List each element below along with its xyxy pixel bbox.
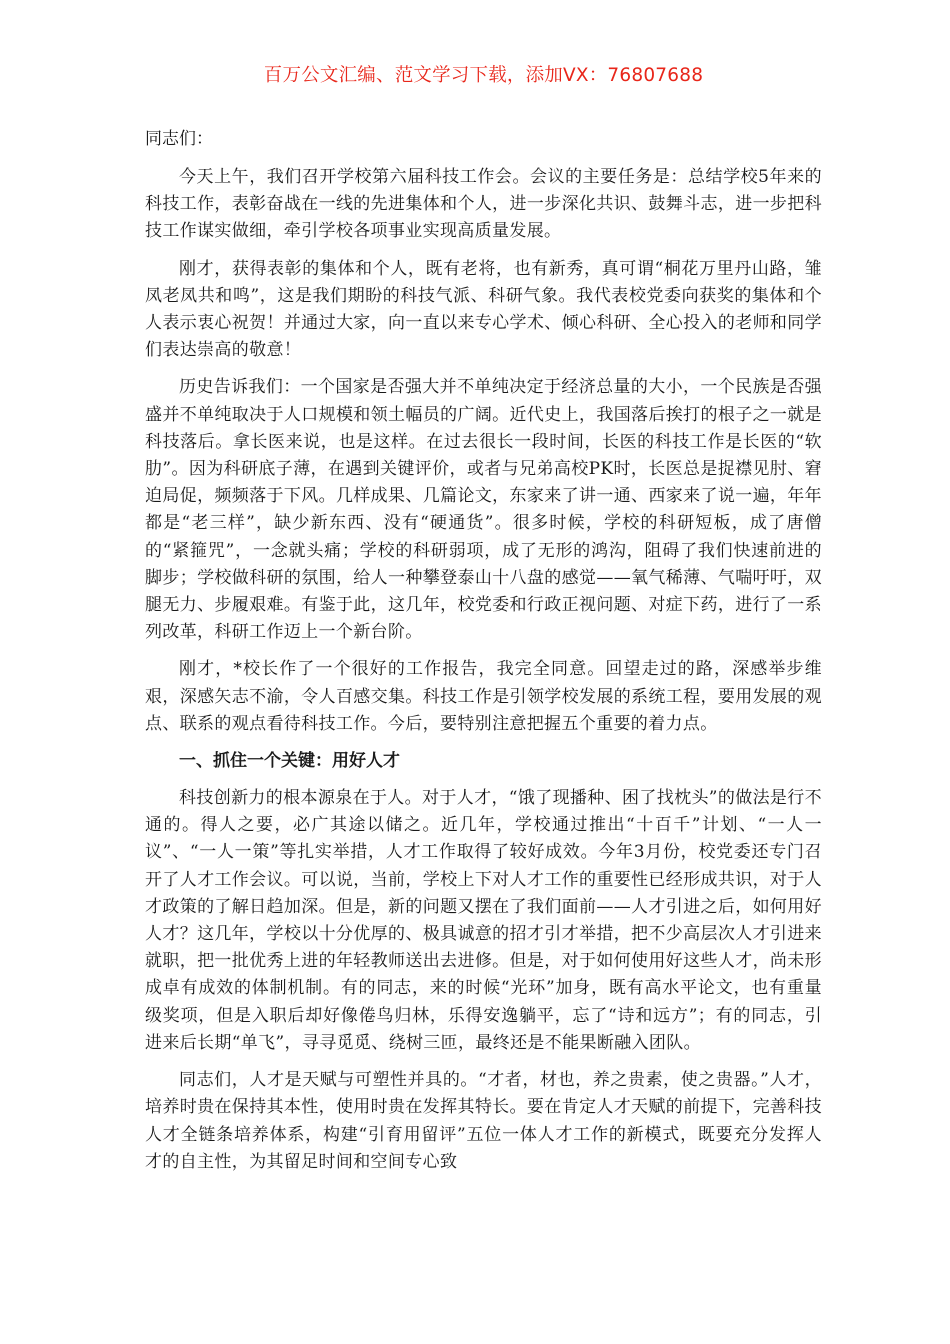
paragraph-report: 刚才，*校长作了一个很好的工作报告，我完全同意。回望走过的路，深感举步维艰，深感矢志不渝，令人百感交集。科技工作是引领学校发展的系统工程，要用发展的观点、联系的观点看待科技工作。今后，要特别注意把握五个重要的着力点。 (145, 659, 822, 734)
promo-banner: 百万公文汇编、范文学习下载，添加VX：76807688 (263, 65, 704, 86)
paragraph-commendation: 刚才，获得表彰的集体和个人，既有老将，也有新秀，真可谓“桐花万里丹山路，雏凤老凤共和鸣”，这是我们期盼的科技气派、科研气象。我代表校党委向获奖的集体和个人表示衷心祝贺！并通过大家，向一直以来专心学术、倾心科研、全心投入的老师和同学们表达崇高的敬意！ (145, 258, 822, 361)
paragraph-talent-nature: 同志们，人才是天赋与可塑性并具的。“才者，材也，养之贵素，使之贵器。”人才，培养时贵在保持其本性，使用时贵在发挥其特长。要在肯定人才天赋的前提下，完善科技人才全链条培养体系，构建“引育用留评”五位一体人才工作的新模式，既要充分发挥人才的自主性，为其留足时间和空间专心致 (145, 1070, 822, 1172)
paragraph-opening: 今天上午，我们召开学校第六届科技工作会。会议的主要任务是：总结学校5年来的科技工作，表彰奋战在一线的先进集体和个人，进一步深化共识、鼓舞斗志，进一步把科技工作谋实做细，牵引学校各项事业实现高质量发展。 (145, 167, 822, 242)
paragraph-talent-source: 科技创新力的根本源泉在于人。对于人才，“饿了现播种、困了找枕头”的做法是行不通的。得人之要，必广其途以储之。近几年，学校通过推出“十百千”计划、“一人一议”、“一人一策”等扎实举措，人才工作取得了较好成效。今年3月份，校党委还专门召开了人才工作会议。可以说，当前，学校上下对人才工作的重要性已经形成共识，对于人才政策的了解日趋加深。但是，新的问题又摆在了我们面前——人才引进之后，如何用好人才？这几年，学校以十分优厚的、极具诚意的招才引才举措，把不少高层次人才引进来就职，把一批优秀上进的年轻教师送出去进修。但是，对于如何使用好这些人才，尚未形成卓有成效的体制机制。有的同志，来的时候“光环”加身，既有高水平论文，也有重量级奖项，但是入职后却好像倦鸟归林，乐得安逸躺平，忘了“诗和远方”；有的同志，引进来后长期“单飞”，寻寻觅觅、绕树三匝，最终还是不能果断融入团队。 (145, 788, 822, 1053)
paragraph-history: 历史告诉我们：一个国家是否强大并不单纯决定于经济总量的大小，一个民族是否强盛并不单纯取决于人口规模和领土幅员的广阔。近代史上，我国落后挨打的根子之一就是科技落后。拿长医来说，也是这样。在过去很长一段时间，长医的科技工作是长医的“软肋”。因为科研底子薄，在遇到关键评价，或者与兄弟高校PK时，长医总是捉襟见肘、窘迫局促，频频落于下风。几样成果、几篇论文，东家来了讲一通、西家来了说一遍，年年都是“老三样”，缺少新东西、没有“硬通货”。很多时候，学校的科研短板，成了唐僧的“紧箍咒”，一念就头痛；学校的科研弱项，成了无形的鸿沟，阻碍了我们快速前进的脚步；学校做科研的氛围，给人一种攀登泰山十八盘的感觉——氧气稀薄、气喘吁吁，双腿无力、步履艰难。有鉴于此，这几年，校党委和行政正视问题、对症下药，进行了一系列改革，科研工作迈上一个新台阶。 (145, 377, 822, 643)
section-heading: 一、抓住一个关键：用好人才 (179, 751, 400, 772)
salutation: 同志们： (145, 129, 213, 149)
